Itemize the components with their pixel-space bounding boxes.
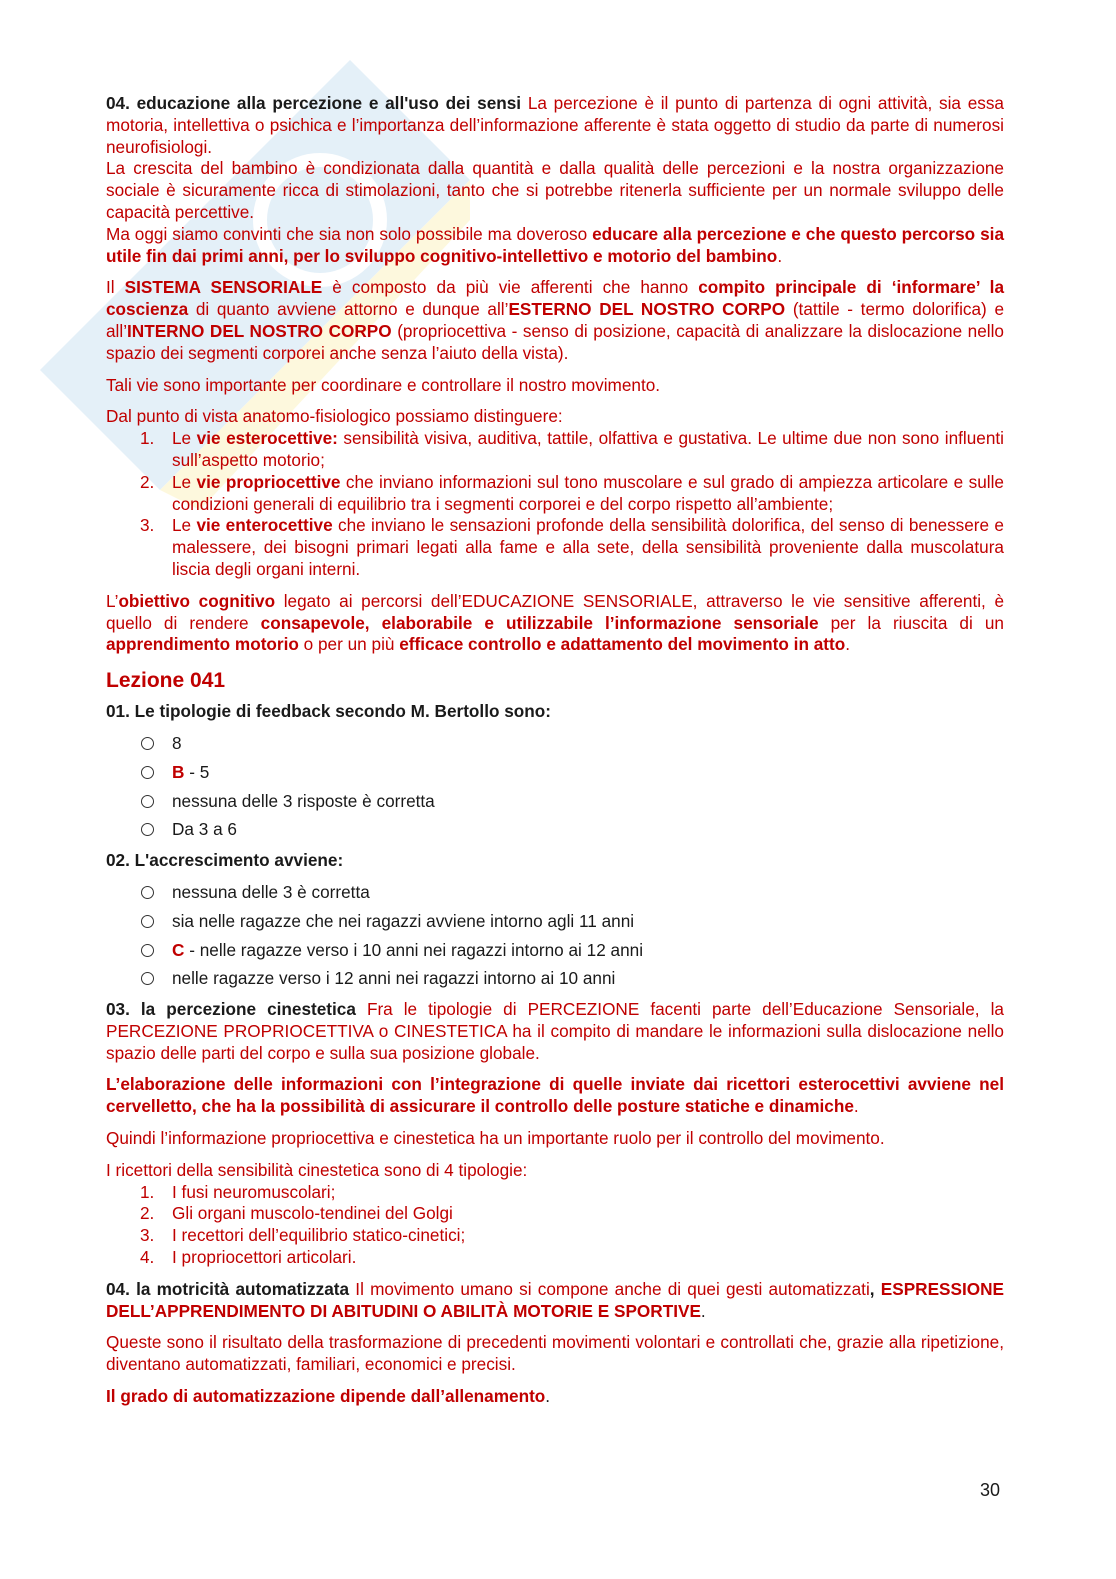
radio-circle-icon bbox=[141, 795, 154, 808]
radio-circle-icon bbox=[141, 766, 154, 779]
question-label: 04. educazione alla percezione e all'uso dei sensi bbox=[106, 93, 522, 113]
paragraph: 04. la motricità automatizzata Il movimento umano si compone anche di quei gesti automatizzati, ESPRESSIONE DELL’APPRENDIMENTO DI ABITUDINI O ABILITÀ MOTORIE E SPORTIVE. bbox=[106, 1278, 1004, 1321]
paragraph: L’elaborazione delle informazioni con l’integrazione di quelle inviate dai ricettori esterocettivi avviene nel cervelletto, che ha la possibilità di assicurare il controllo delle posture statiche e dinamiche. bbox=[106, 1074, 1004, 1117]
answer-option: nessuna delle 3 risposte è corretta bbox=[106, 787, 1004, 816]
numbered-list bbox=[106, 428, 1004, 581]
list-item: 1. I fusi neuromuscolari; bbox=[140, 1181, 336, 1202]
question-label: 03. la percezione cinestetica bbox=[106, 999, 356, 1020]
paragraph: I ricettori della sensibilità cinestetica sono di 4 tipologie: bbox=[106, 1159, 528, 1180]
answer-options bbox=[106, 729, 1004, 844]
list-item: 1. Le vie esterocettive: sensibilità visiva, auditiva, tattile, olfattiva e gustativa. Le ultime due non sono influenti sull’aspetto motorio; bbox=[140, 428, 1005, 470]
answer-option: sia nelle ragazze che nei ragazzi avviene intorno agli 11 anni bbox=[106, 907, 1004, 936]
list-item: 2. Gli organi muscolo-tendinei del Golgi bbox=[140, 1203, 453, 1224]
question-label: 04. la motricità automatizzata bbox=[106, 1278, 350, 1299]
list-item: 2. Le vie propriocettive che inviano informazioni sul tono muscolare e sul grado di ampiezza articolare e sulle condizioni generali di equilibrio tra i segmenti corporei e del corpo rispetto all’ambiente; bbox=[140, 471, 1004, 514]
document-page bbox=[106, 93, 1004, 1418]
paragraph: Tali vie sono importante per coordinare e controllare il nostro movimento. bbox=[106, 374, 661, 395]
page-number: 30 bbox=[980, 1480, 1001, 1500]
paragraph: 03. la percezione cinestetica Fra le tipologie di PERCEZIONE facenti parte dell’Educazione Sensoriale, la PERCEZIONE PROPRIOCETTIVA o CINESTETICA ha il compito di mandare le informazioni sulla dislocazione nello spazio delle parti del corpo e sulla sua posizione globale. bbox=[106, 999, 1004, 1063]
question-label: 01. Le tipologie di feedback secondo M. Bertollo sono: bbox=[106, 701, 552, 722]
lesson-title: Lezione 041 bbox=[106, 669, 226, 693]
radio-circle-icon bbox=[141, 944, 154, 957]
paragraph: Queste sono il risultato della trasformazione di precedenti movimenti volontari e controllati che, grazie alla ripetizione, diventano automatizzati, familiari, economici e precisi. bbox=[106, 1332, 1004, 1375]
radio-circle-icon bbox=[141, 823, 154, 836]
list-item: 4. I propriocettori articolari. bbox=[140, 1247, 357, 1268]
list-item: 3. Le vie enterocettive che inviano le sensazioni profonde della sensibilità dolorifica, del senso di benessere e malessere, dei bisogni primari legati alla fame e alla sete, della sensibilità proveniente dalla muscolatura liscia degli organi interni. bbox=[140, 515, 1004, 579]
answer-option: Da 3 a 6 bbox=[106, 815, 1004, 844]
answer-option-correct: B - 5 bbox=[106, 758, 1004, 787]
radio-circle-icon bbox=[141, 886, 154, 899]
paragraph: Ma oggi siamo convinti che sia non solo possibile ma doveroso educare alla percezione e che questo percorso sia utile fin dai primi anni, per lo sviluppo cognitivo-intellettivo e motorio del bambino. bbox=[106, 223, 1004, 266]
paragraph: Il grado di automatizzazione dipende dall’allenamento. bbox=[106, 1386, 551, 1407]
radio-circle-icon bbox=[141, 915, 154, 928]
numbered-list bbox=[106, 1182, 1004, 1269]
answer-option-correct: C - nelle ragazze verso i 10 anni nei ragazzi intorno ai 12 anni bbox=[106, 936, 1004, 965]
answer-options bbox=[106, 878, 1004, 993]
answer-option: 8 bbox=[106, 729, 1004, 758]
radio-circle-icon bbox=[141, 972, 154, 985]
paragraph-s1-intro: 04. educazione alla percezione e all'uso dei sensi La percezione è il punto di partenza di ogni attività, sia essa motoria, intellettiva o psichica e l’importanza dell’informazione afferente è stata oggetto di studio da parte di numerosi neurofisiologi. bbox=[106, 93, 1004, 157]
list-item: 3. I recettori dell’equilibrio statico-cinetici; bbox=[140, 1225, 466, 1246]
paragraph: L’obiettivo cognitivo legato ai percorsi dell’EDUCAZIONE SENSORIALE, attraverso le vie sensitive afferenti, è quello di rendere consapevole, elaborabile e utilizzabile l’informazione sensoriale per la riuscita di un apprendimento motorio o per un più efficace controllo e adattamento del movimento in atto. bbox=[106, 590, 1004, 655]
answer-option: nelle ragazze verso i 12 anni nei ragazzi intorno ai 10 anni bbox=[106, 964, 1004, 993]
paragraph: La crescita del bambino è condizionata dalla quantità e dalla qualità delle percezioni e la nostra organizzazione sociale è sicuramente ricca di stimolazioni, tanto che si potrebbe ritenerla sufficiente per un normale sviluppo delle capacità percettive. bbox=[106, 158, 1004, 222]
question-label: 02. L'accrescimento avviene: bbox=[106, 850, 344, 871]
paragraph: Quindi l’informazione propriocettiva e cinestetica ha un importante ruolo per il controllo del movimento. bbox=[106, 1128, 885, 1149]
answer-option: nessuna delle 3 è corretta bbox=[106, 878, 1004, 907]
radio-circle-icon bbox=[141, 737, 154, 750]
paragraph: Il SISTEMA SENSORIALE è composto da più vie afferenti che hanno compito principale di ‘informare’ la coscienza di quanto avviene attorno e dunque all’ESTERNO DEL NOSTRO CORPO (tattile - termo dolorifica) e all’INTERNO DEL NOSTRO CORPO (propriocettiva - senso di posizione, capacità di analizzare la dislocazione nello spazio dei segmenti corporei anche senza l’aiuto della vista). bbox=[106, 277, 1005, 363]
paragraph: Dal punto di vista anatomo-fisiologico possiamo distinguere: bbox=[106, 406, 563, 427]
